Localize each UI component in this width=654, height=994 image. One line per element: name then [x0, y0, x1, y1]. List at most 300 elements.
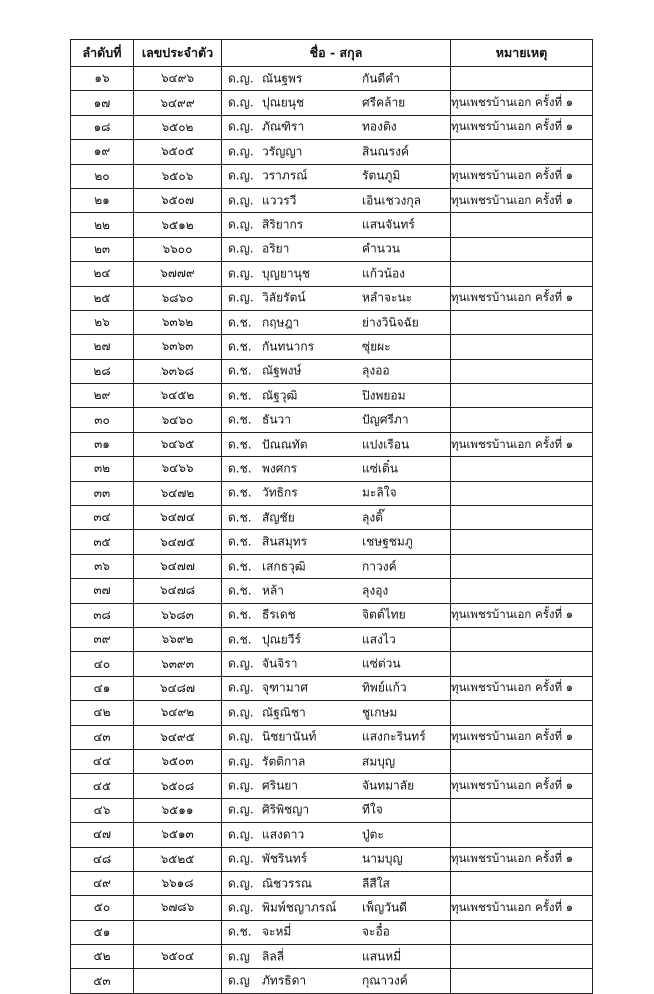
- row-last-name: จิตต์ไทย: [362, 607, 406, 622]
- row-first-name: วรัญญา: [262, 144, 303, 159]
- row-note: ทุนเพชรบ้านเอก ครั้งที่ ๑: [451, 896, 593, 920]
- row-note: [451, 140, 593, 164]
- row-first-name: ณัฐพงษ์: [262, 363, 302, 378]
- row-student-id: ๖๖๑๘: [134, 871, 222, 895]
- row-last-name: กุณาวงค์: [362, 973, 408, 988]
- row-note: [451, 920, 593, 944]
- row-last-name: เชษฐชมภู: [362, 534, 413, 549]
- row-order-number: ๕๓: [71, 969, 134, 993]
- row-name-prefix: ด.ญ.: [228, 705, 254, 720]
- row-student-id: [134, 969, 222, 993]
- row-first-name: บุญยานุช: [262, 266, 310, 281]
- row-order-number: ๔๑: [71, 676, 134, 700]
- row-student-id: ๖๖๙๒: [134, 627, 222, 651]
- row-note: ทุนเพชรบ้านเอก ครั้งที่ ๑: [451, 847, 593, 871]
- row-last-name: ศรีคล้าย: [362, 95, 406, 110]
- row-student-id: ๖๓๖๘: [134, 359, 222, 383]
- table-row: [71, 945, 593, 969]
- table-row: [71, 91, 593, 115]
- row-full-name: [222, 579, 451, 603]
- row-order-number: ๒๒: [71, 213, 134, 237]
- row-student-id: ๖๕๐๘: [134, 774, 222, 798]
- row-full-name: [222, 262, 451, 286]
- row-first-name: ปุณยนุช: [262, 95, 305, 110]
- row-order-number: ๕๐: [71, 896, 134, 920]
- table-body: [71, 67, 593, 994]
- row-last-name: แสงกะรินทร์: [362, 729, 426, 744]
- row-full-name: [222, 969, 451, 993]
- table-row: [71, 237, 593, 261]
- row-note: ทุนเพชรบ้านเอก ครั้งที่ ๑: [451, 725, 593, 749]
- row-note: ทุนเพชรบ้านเอก ครั้งที่ ๑: [451, 774, 593, 798]
- row-full-name: [222, 701, 451, 725]
- table-row: [71, 432, 593, 456]
- row-order-number: ๓๘: [71, 603, 134, 627]
- row-last-name: แซ่ต่วน: [362, 656, 401, 671]
- row-student-id: ๖๓๖๒: [134, 310, 222, 334]
- table-row: [71, 701, 593, 725]
- row-note: [451, 67, 593, 91]
- row-note: [451, 384, 593, 408]
- row-first-name: แววรวี: [262, 193, 297, 208]
- row-student-id: ๖๔๕๒: [134, 384, 222, 408]
- row-full-name: [222, 384, 451, 408]
- row-first-name: จันจิรา: [262, 656, 298, 671]
- row-last-name: ซุ่ยผะ: [362, 339, 391, 354]
- row-first-name: ณิชวรรณ: [262, 876, 313, 891]
- row-first-name: หล้า: [262, 583, 285, 598]
- student-list-table: [70, 39, 593, 994]
- row-last-name: จะอื๋อ: [362, 924, 390, 939]
- row-student-id: ๖๓๖๓: [134, 335, 222, 359]
- row-note: ทุนเพชรบ้านเอก ครั้งที่ ๑: [451, 115, 593, 139]
- row-student-id: ๖๔๗๕: [134, 530, 222, 554]
- row-note: ทุนเพชรบ้านเอก ครั้งที่ ๑: [451, 164, 593, 188]
- row-order-number: ๑๗: [71, 91, 134, 115]
- row-first-name: ธีรเดช: [262, 607, 296, 622]
- row-last-name: ลุงติ๊: [362, 510, 384, 525]
- row-order-number: ๑๖: [71, 67, 134, 91]
- note-column-header: หมายเหตุ: [451, 40, 593, 67]
- row-order-number: ๓๑: [71, 432, 134, 456]
- row-last-name: กาวงค์: [362, 559, 397, 573]
- row-student-id: ๖๔๙๕: [134, 725, 222, 749]
- row-last-name: ทิพย์แก้ว: [362, 680, 407, 695]
- row-full-name: [222, 408, 451, 432]
- row-student-id: ๖๗๗๙: [134, 262, 222, 286]
- table-row: [71, 188, 593, 212]
- row-name-prefix: ด.ช.: [228, 607, 252, 622]
- row-full-name: [222, 432, 451, 456]
- row-last-name: หลำจะนะ: [362, 290, 413, 305]
- row-name-prefix: ด.ญ.: [228, 827, 254, 842]
- row-name-prefix: ด.ญ.: [228, 119, 254, 134]
- table-row: [71, 213, 593, 237]
- row-last-name: แก้วน้อง: [362, 266, 406, 281]
- row-last-name: ลุงออ: [362, 363, 390, 378]
- row-full-name: [222, 725, 451, 749]
- row-last-name: รัตนภูมิ: [362, 168, 401, 183]
- table-row: [71, 871, 593, 895]
- row-note: [451, 213, 593, 237]
- row-order-number: ๓๕: [71, 530, 134, 554]
- row-last-name: ทีใจ: [362, 802, 383, 817]
- row-name-prefix: ด.ญ.: [228, 95, 254, 110]
- row-full-name: [222, 164, 451, 188]
- row-student-id: ๖๕๐๓: [134, 749, 222, 773]
- row-full-name: [222, 188, 451, 212]
- table-row: [71, 554, 593, 578]
- row-student-id: ๖๓๙๓: [134, 652, 222, 676]
- table-row: [71, 140, 593, 164]
- table-row: [71, 676, 593, 700]
- table-row: [71, 798, 593, 822]
- row-note: [451, 627, 593, 651]
- row-student-id: ๖๔๗๘: [134, 579, 222, 603]
- row-order-number: ๒๕: [71, 286, 134, 310]
- row-first-name: อริยา: [262, 241, 290, 256]
- row-first-name: ปุณยวีร์: [262, 632, 301, 647]
- row-full-name: [222, 481, 451, 505]
- row-note: [451, 408, 593, 432]
- row-first-name: พงศกร: [262, 461, 298, 476]
- row-order-number: ๒๔: [71, 262, 134, 286]
- row-last-name: ย่างวินิจฉัย: [362, 315, 419, 330]
- row-last-name: จันทมาลัย: [362, 778, 415, 793]
- row-note: [451, 823, 593, 847]
- row-name-prefix: ด.ญ.: [228, 144, 254, 159]
- row-order-number: ๓๖: [71, 554, 134, 578]
- table-row: [71, 749, 593, 773]
- table-row: [71, 286, 593, 310]
- row-full-name: [222, 67, 451, 91]
- row-first-name: สัญชัย: [262, 510, 295, 525]
- row-first-name: ณัฐณิชา: [262, 705, 306, 720]
- row-student-id: ๖๕๐๗: [134, 188, 222, 212]
- row-note: [451, 652, 593, 676]
- row-order-number: ๒๘: [71, 359, 134, 383]
- table-row: [71, 408, 593, 432]
- row-name-prefix: ด.ญ: [228, 949, 250, 964]
- row-first-name: ภัทรธิดา: [262, 973, 307, 988]
- row-name-prefix: ด.ช.: [228, 485, 252, 500]
- row-order-number: ๔๔: [71, 749, 134, 773]
- row-last-name: แสนหมี่: [362, 949, 402, 964]
- row-order-number: ๒๑: [71, 188, 134, 212]
- order-column-header: ลำดับที่: [71, 40, 134, 67]
- row-note: [451, 701, 593, 725]
- row-first-name: ณัฐวุฒิ: [262, 388, 298, 403]
- row-name-prefix: ด.ญ.: [228, 193, 254, 208]
- row-first-name: จุฑามาศ: [262, 680, 308, 695]
- row-note: ทุนเพชรบ้านเอก ครั้งที่ ๑: [451, 91, 593, 115]
- row-name-prefix: ด.ช.: [228, 412, 252, 427]
- row-name-prefix: ด.ช.: [228, 924, 252, 939]
- row-first-name: แสงดาว: [262, 827, 305, 842]
- row-full-name: [222, 335, 451, 359]
- row-first-name: เสกธวุฒิ: [262, 559, 306, 573]
- row-name-prefix: ด.ญ.: [228, 217, 254, 232]
- row-note: ทุนเพชรบ้านเอก ครั้งที่ ๑: [451, 286, 593, 310]
- row-note: ทุนเพชรบ้านเอก ครั้งที่ ๑: [451, 188, 593, 212]
- row-first-name: ศิริพิชญา: [262, 802, 310, 817]
- row-order-number: ๓๗: [71, 579, 134, 603]
- row-name-prefix: ด.ช.: [228, 583, 252, 598]
- row-student-id: ๖๕๒๕: [134, 847, 222, 871]
- row-note: [451, 749, 593, 773]
- row-order-number: ๔๙: [71, 871, 134, 895]
- row-order-number: ๒๙: [71, 384, 134, 408]
- row-order-number: ๔๖: [71, 798, 134, 822]
- row-note: [451, 798, 593, 822]
- row-first-name: วราภรณ์: [262, 168, 308, 183]
- row-note: [451, 262, 593, 286]
- row-name-prefix: ด.ญ.: [228, 290, 254, 305]
- row-order-number: ๑๙: [71, 140, 134, 164]
- row-full-name: [222, 627, 451, 651]
- row-name-prefix: ด.ช.: [228, 534, 252, 549]
- row-last-name: ปู่ตะ: [362, 827, 384, 842]
- row-note: [451, 871, 593, 895]
- row-first-name: ธันวา: [262, 412, 292, 427]
- table-row: [71, 481, 593, 505]
- row-note: ทุนเพชรบ้านเอก ครั้งที่ ๑: [451, 432, 593, 456]
- row-full-name: [222, 945, 451, 969]
- row-order-number: ๓๔: [71, 506, 134, 530]
- row-note: ทุนเพชรบ้านเอก ครั้งที่ ๑: [451, 676, 593, 700]
- row-note: [451, 969, 593, 993]
- row-full-name: [222, 506, 451, 530]
- row-last-name: แสงไว: [362, 632, 396, 647]
- row-student-id: ๖๔๗๗: [134, 554, 222, 578]
- table-header: [71, 40, 593, 67]
- row-student-id: ๖๔๗๒: [134, 481, 222, 505]
- row-last-name: ปิงพยอม: [362, 388, 406, 403]
- row-note: [451, 335, 593, 359]
- row-last-name: ชูเกษม: [362, 705, 398, 720]
- row-full-name: [222, 847, 451, 871]
- row-full-name: [222, 920, 451, 944]
- table-row: [71, 603, 593, 627]
- row-last-name: ทองติง: [362, 119, 397, 134]
- row-order-number: ๒๗: [71, 335, 134, 359]
- row-last-name: แปงเรือน: [362, 437, 410, 452]
- row-note: [451, 481, 593, 505]
- row-order-number: ๓๒: [71, 457, 134, 481]
- row-name-prefix: ด.ช.: [228, 632, 252, 647]
- row-name-prefix: ด.ญ: [228, 973, 250, 988]
- row-note: [451, 457, 593, 481]
- row-first-name: ศรินยา: [262, 778, 299, 793]
- row-name-prefix: ด.ญ.: [228, 900, 254, 915]
- row-student-id: ๖๔๙๒: [134, 701, 222, 725]
- table-row: [71, 506, 593, 530]
- row-order-number: ๓๙: [71, 627, 134, 651]
- row-note: ทุนเพชรบ้านเอก ครั้งที่ ๑: [451, 603, 593, 627]
- table-row: [71, 262, 593, 286]
- row-last-name: เพ็ญวันดี: [362, 900, 407, 915]
- row-student-id: ๖๕๐๔: [134, 945, 222, 969]
- row-name-prefix: ด.ญ.: [228, 802, 254, 817]
- row-student-id: ๖๘๖๐: [134, 286, 222, 310]
- row-last-name: นามบุญ: [362, 851, 403, 866]
- row-first-name: กันทนากร: [262, 339, 315, 354]
- row-note: [451, 530, 593, 554]
- row-full-name: [222, 115, 451, 139]
- table-row: [71, 847, 593, 871]
- row-last-name: แสนจันทร์: [362, 217, 415, 232]
- table-row: [71, 579, 593, 603]
- row-student-id: ๖๔๖๐: [134, 408, 222, 432]
- row-student-id: ๖๔๙๙: [134, 91, 222, 115]
- row-last-name: ลีสีใส: [362, 876, 390, 891]
- row-last-name: แซ่เติ๋น: [362, 461, 398, 476]
- table-row: [71, 457, 593, 481]
- row-order-number: ๓๓: [71, 481, 134, 505]
- row-note: [451, 579, 593, 603]
- name-column-header: ชื่อ - สกุล: [222, 40, 451, 67]
- row-name-prefix: ด.ญ.: [228, 876, 254, 891]
- row-first-name: พิมพ์ชญาภรณ์: [262, 900, 337, 915]
- row-order-number: ๔๕: [71, 774, 134, 798]
- row-full-name: [222, 91, 451, 115]
- row-note: [451, 310, 593, 334]
- row-student-id: [134, 920, 222, 944]
- row-full-name: [222, 554, 451, 578]
- row-name-prefix: ด.ญ.: [228, 851, 254, 866]
- row-note: [451, 554, 593, 578]
- row-full-name: [222, 652, 451, 676]
- row-first-name: สิริยากร: [262, 217, 304, 232]
- row-full-name: [222, 457, 451, 481]
- row-name-prefix: ด.ช.: [228, 315, 252, 330]
- row-name-prefix: ด.ช.: [228, 461, 252, 476]
- row-student-id: ๖๔๗๔: [134, 506, 222, 530]
- row-full-name: [222, 749, 451, 773]
- row-name-prefix: ด.ญ.: [228, 778, 254, 793]
- table-row: [71, 652, 593, 676]
- row-student-id: ๖๕๐๕: [134, 140, 222, 164]
- row-order-number: ๕๑: [71, 920, 134, 944]
- row-student-id: ๖๕๐๒: [134, 115, 222, 139]
- row-first-name: พัชรินทร์: [262, 851, 308, 866]
- row-student-id: ๖๖๐๐: [134, 237, 222, 261]
- row-full-name: [222, 530, 451, 554]
- row-first-name: สินสมุทร: [262, 534, 308, 549]
- row-name-prefix: ด.ญ.: [228, 71, 254, 86]
- row-full-name: [222, 213, 451, 237]
- row-last-name: สินณรงค์: [362, 144, 409, 159]
- row-name-prefix: ด.ช.: [228, 339, 252, 354]
- row-last-name: กันดีคำ: [362, 71, 401, 86]
- row-student-id: ๖๕๑๑: [134, 798, 222, 822]
- row-order-number: ๔๓: [71, 725, 134, 749]
- row-first-name: จะหมี่: [262, 924, 292, 939]
- row-last-name: คำนวน: [362, 241, 400, 256]
- table-row: [71, 115, 593, 139]
- table-row: [71, 67, 593, 91]
- row-student-id: ๖๔๖๖: [134, 457, 222, 481]
- row-full-name: [222, 774, 451, 798]
- row-name-prefix: ด.ญ.: [228, 754, 254, 769]
- row-note: [451, 506, 593, 530]
- row-first-name: วิลัยรัตน์: [262, 290, 306, 305]
- row-student-id: ๖๕๑๓: [134, 823, 222, 847]
- row-student-id: ๖๕๐๖: [134, 164, 222, 188]
- row-name-prefix: ด.ญ.: [228, 729, 254, 744]
- row-last-name: ปัญศรีภา: [362, 412, 409, 427]
- row-order-number: ๑๘: [71, 115, 134, 139]
- row-last-name: เอินเชวงกุล: [362, 193, 421, 208]
- row-first-name: วัทธิกร: [262, 485, 298, 500]
- row-order-number: ๔๘: [71, 847, 134, 871]
- table-row: [71, 384, 593, 408]
- row-order-number: ๔๐: [71, 652, 134, 676]
- row-first-name: กฤษฎา: [262, 315, 300, 330]
- table-row: [71, 310, 593, 334]
- row-full-name: [222, 798, 451, 822]
- id-column-header: เลขประจำตัว: [134, 40, 222, 67]
- row-last-name: สมบุญ: [362, 754, 396, 769]
- table-row: [71, 359, 593, 383]
- table-row: [71, 823, 593, 847]
- row-name-prefix: ด.ช.: [228, 437, 252, 452]
- row-first-name: ลิลลี่: [262, 949, 285, 964]
- row-note: [451, 945, 593, 969]
- row-first-name: นิชยานันท์: [262, 729, 317, 744]
- row-full-name: [222, 359, 451, 383]
- row-first-name: ภัณฑิรา: [262, 119, 305, 134]
- row-note: [451, 237, 593, 261]
- row-name-prefix: ด.ญ.: [228, 168, 254, 183]
- row-name-prefix: ด.ช.: [228, 559, 252, 573]
- row-student-id: ๖๖๘๓: [134, 603, 222, 627]
- row-last-name: ลุงอุง: [362, 583, 389, 598]
- row-student-id: ๖๗๘๖: [134, 896, 222, 920]
- row-name-prefix: ด.ญ.: [228, 680, 254, 695]
- row-last-name: มะลิใจ: [362, 485, 397, 500]
- header-row: [71, 40, 593, 67]
- row-order-number: ๔๒: [71, 701, 134, 725]
- row-student-id: ๖๔๖๕: [134, 432, 222, 456]
- table-row: [71, 725, 593, 749]
- row-student-id: ๖๔๘๗: [134, 676, 222, 700]
- row-name-prefix: ด.ช.: [228, 388, 252, 403]
- row-full-name: [222, 871, 451, 895]
- row-name-prefix: ด.ญ.: [228, 241, 254, 256]
- row-full-name: [222, 310, 451, 334]
- table-row: [71, 896, 593, 920]
- table-row: [71, 335, 593, 359]
- row-name-prefix: ด.ช.: [228, 510, 252, 525]
- row-order-number: ๒๖: [71, 310, 134, 334]
- row-order-number: ๒๐: [71, 164, 134, 188]
- row-full-name: [222, 823, 451, 847]
- row-first-name: ปัณณทัต: [262, 437, 308, 452]
- table-row: [71, 627, 593, 651]
- table-row: [71, 920, 593, 944]
- table-row: [71, 164, 593, 188]
- row-full-name: [222, 676, 451, 700]
- row-first-name: ณันฐพร: [262, 71, 303, 86]
- row-full-name: [222, 237, 451, 261]
- row-full-name: [222, 603, 451, 627]
- row-full-name: [222, 896, 451, 920]
- table-row: [71, 774, 593, 798]
- row-first-name: รัตติกาล: [262, 754, 306, 769]
- row-full-name: [222, 286, 451, 310]
- table-row: [71, 530, 593, 554]
